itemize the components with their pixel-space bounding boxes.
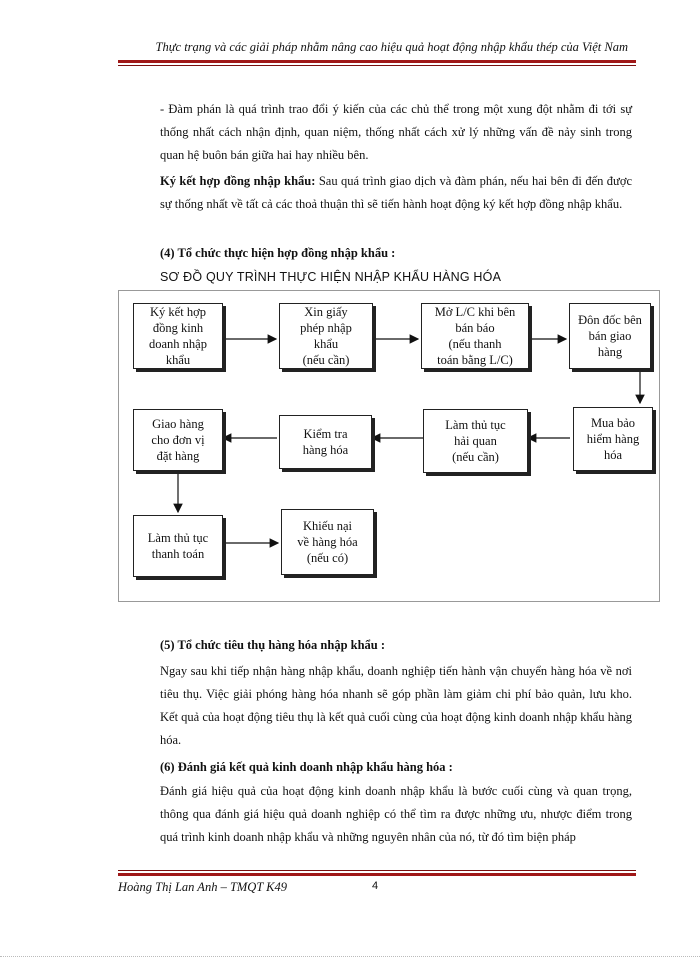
negotiation-paragraph: - Đàm phán là quá trình trao đổi ý kiến của các chủ thể trong một xung đột nhằm đi tới sự thống nhất cách nhận định, quan niệm, thống nhất cách xử lý những vấn đề nảy sinh trong quan hệ buôn bán giữa hai hay nhiều bên. [160, 102, 632, 162]
import-process-diagram [118, 290, 660, 602]
footer-rule-thin [118, 870, 636, 871]
step-deliver-to-buyer: Giao hàng cho đơn vị đặt hàng [133, 409, 223, 471]
contract-label: Ký kết hợp đồng nhập khẩu: [160, 174, 316, 188]
section-5-heading: (5) Tổ chức tiêu thụ hàng hóa nhập khẩu : [160, 638, 386, 652]
contract-paragraph [160, 170, 632, 216]
section-6-heading: (6) Đánh giá kết quả kinh doanh nhập khẩu hàng hóa : [160, 760, 453, 774]
section-6-paragraph: Đánh giá hiệu quả của hoạt động kinh doanh nhập khẩu là bước cuối cùng và quan trọng, thông qua đánh giá hiệu quả doanh nghiệp có thể tìm ra được những ưu, nhược điểm trong quá trình kinh doanh nhập khẩu và những nguyên nhân của nó, từ đó tìm biện pháp [160, 784, 632, 844]
step-inspect-goods: Kiểm tra hàng hóa [279, 415, 372, 469]
step-customs: Làm thủ tục hải quan (nếu cần) [423, 409, 528, 473]
diagram-title: SƠ ĐỒ QUY TRÌNH THỰC HIỆN NHẬP KHẨU HÀNG HÓA [160, 270, 502, 284]
step-buy-insurance: Mua bảo hiểm hàng hóa [573, 407, 653, 471]
page-edge-divider [0, 956, 700, 957]
step-import-license: Xin giấy phép nhập khẩu (nếu cần) [279, 303, 373, 369]
header-rule-thick [118, 60, 636, 63]
header-rule-thin [118, 65, 636, 66]
footer-rule-thick [118, 873, 636, 876]
step-sign-contract: Ký kết hợp đồng kinh doanh nhập khẩu [133, 303, 223, 369]
step-complaint: Khiếu nại về hàng hóa (nếu có) [281, 509, 374, 575]
section-5-paragraph: Ngay sau khi tiếp nhận hàng nhập khẩu, doanh nghiệp tiến hành vận chuyển hàng hóa về nơi tiêu thụ. Việc giải phóng hàng hóa nhanh sẽ góp phần làm giảm chi phí bảo quản, lưu kho. Kết quả của hoạt động tiêu thụ là kết quả cuối cùng của hoạt động kinh doanh nhập khẩu hàng hóa. [160, 664, 632, 747]
step-open-lc: Mở L/C khi bên bán báo (nếu thanh toán bằng L/C) [421, 303, 529, 369]
page-number: 4 [372, 880, 379, 892]
footer-author: Hoàng Thị Lan Anh – TMQT K49 [118, 880, 288, 894]
section-4-heading: (4) Tổ chức thực hiện hợp đồng nhập khẩu : [160, 246, 396, 260]
step-urge-delivery: Đôn đốc bên bán giao hàng [569, 303, 651, 369]
step-payment: Làm thủ tục thanh toán [133, 515, 223, 577]
contract-text: Sau quá trình giao dịch và đàm phán, nếu hai bên đi đến được sự thống nhất về tất cả các thoả thuận thì sẽ tiến hành hoạt động ký kết hợp đồng nhập khẩu. [160, 174, 632, 211]
running-header-title: Thực trạng và các giải pháp nhằm nâng cao hiệu quả hoạt động nhập khẩu thép của Việt Nam [155, 40, 628, 54]
